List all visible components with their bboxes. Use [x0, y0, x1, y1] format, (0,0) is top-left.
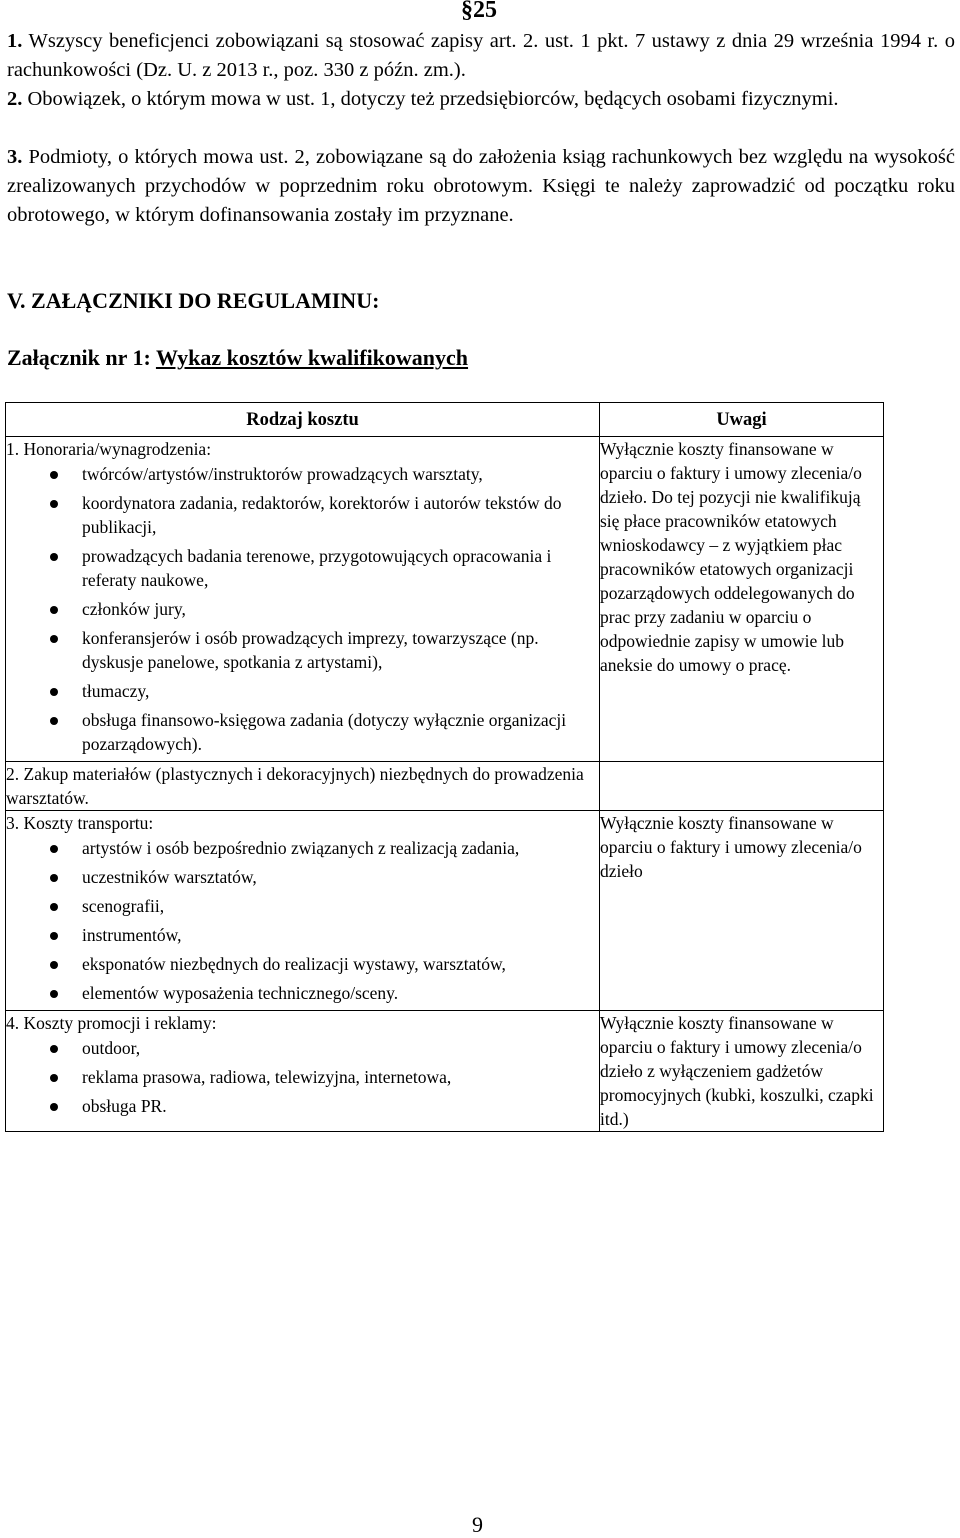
list-item: instrumentów,: [82, 923, 599, 947]
list-item: członków jury,: [82, 597, 599, 621]
chapter-heading: V. ZAŁĄCZNIKI DO REGULAMINU:: [7, 288, 380, 313]
paragraph-2: 2. Obowiązek, o którym mowa w ust. 1, dotyczy też przedsiębiorców, będących osobami fizycznymi.: [7, 88, 839, 110]
cost-type-cell: [6, 1011, 600, 1132]
list-item: eksponatów niezbędnych do realizacji wystawy, warsztatów,: [82, 952, 599, 976]
list-item: tłumaczy,: [82, 679, 599, 703]
header-notes: Uwagi: [600, 403, 884, 437]
cost-type-cell: [6, 762, 600, 811]
list-item: koordynatora zadania, redaktorów, korektorów i autorów tekstów do publikacji,: [82, 491, 599, 539]
list-item: twórców/artystów/instruktorów prowadzących warsztaty,: [82, 462, 599, 486]
cost-type-cell: [6, 437, 600, 762]
list-item: prowadzących badania terenowe, przygotowujących opracowania i referaty naukowe,: [82, 544, 599, 592]
list-item: artystów i osób bezpośrednio związanych z realizacją zadania,: [82, 836, 599, 860]
section-heading: §25: [461, 0, 497, 23]
list-item: elementów wyposażenia technicznego/sceny.: [82, 981, 599, 1005]
cost-table: [5, 402, 884, 1132]
paragraph-3: 3. Podmioty, o których mowa ust. 2, zobowiązane są do założenia ksiąg rachunkowych bez względu na wysokość zrealizowanych przychodów w poprzednim roku obrotowym. Księgi te należy zaprowadzić od początku roku obrotowego, w którym dofinansowania zostały im przyznane.: [7, 146, 955, 226]
table-row: [6, 811, 884, 1011]
cost-item-list: [6, 1036, 599, 1118]
list-item: scenografii,: [82, 894, 599, 918]
notes-cell: Wyłącznie koszty finansowane w oparciu o faktury i umowy zlecenia/o dzieło z wyłączeniem gadżetów promocyjnych (kubki, koszulki, czapki itd.): [600, 1011, 884, 1132]
notes-cell: Wyłącznie koszty finansowane w oparciu o faktury i umowy zlecenia/o dzieło. Do tej pozycji nie kwalifikują się płace pracowników etatowych wnioskodawcy – z wyjątkiem płac pracowników etatowych organizacji pozarządowych oddelegowanych do prac przy zadaniu w oparciu o odpowiednie zapisy w umowie lub aneksie do umowy o pracę.: [600, 437, 884, 762]
cost-item-list: [6, 462, 599, 756]
page-number: 9: [472, 1512, 483, 1537]
cost-group-title: 3. Koszty transportu:: [6, 813, 154, 833]
list-item: obsługa PR.: [82, 1094, 599, 1118]
list-item: outdoor,: [82, 1036, 599, 1060]
cost-group-title: 4. Koszty promocji i reklamy:: [6, 1013, 217, 1033]
header-cost-type: Rodzaj kosztu: [6, 403, 600, 437]
list-item: reklama prasowa, radiowa, telewizyjna, internetowa,: [82, 1065, 599, 1089]
table-row: [6, 762, 884, 811]
list-item: obsługa finansowo-księgowa zadania (dotyczy wyłącznie organizacji pozarządowych).: [82, 708, 599, 756]
cost-item-list: [6, 836, 599, 1005]
table-row: [6, 437, 884, 762]
notes-cell: Wyłącznie koszty finansowane w oparciu o faktury i umowy zlecenia/o dzieło: [600, 811, 884, 1011]
annex-heading: Załącznik nr 1: Wykaz kosztów kwalifikowanych: [7, 345, 469, 370]
list-item: uczestników warsztatów,: [82, 865, 599, 889]
cost-group-title: 2. Zakup materiałów (plastycznych i dekoracyjnych) niezbędnych do prowadzenia warsztatów.: [6, 764, 584, 808]
notes-cell: [600, 762, 884, 811]
cost-group-title: 1. Honoraria/wynagrodzenia:: [6, 439, 212, 459]
paragraph-1: 1. Wszyscy beneficjenci zobowiązani są stosować zapisy art. 2. ust. 1 pkt. 7 ustawy z dnia 29 września 1994 r. o rachunkowości (Dz. U. z 2013 r., poz. 330 z późn. zm.).: [7, 30, 955, 81]
cost-type-cell: [6, 811, 600, 1011]
list-item: konferansjerów i osób prowadzących imprezy, towarzyszące (np. dyskusje panelowe, spotkania z artystami),: [82, 626, 599, 674]
table-row: [6, 1011, 884, 1132]
table-header-row: [6, 403, 884, 437]
